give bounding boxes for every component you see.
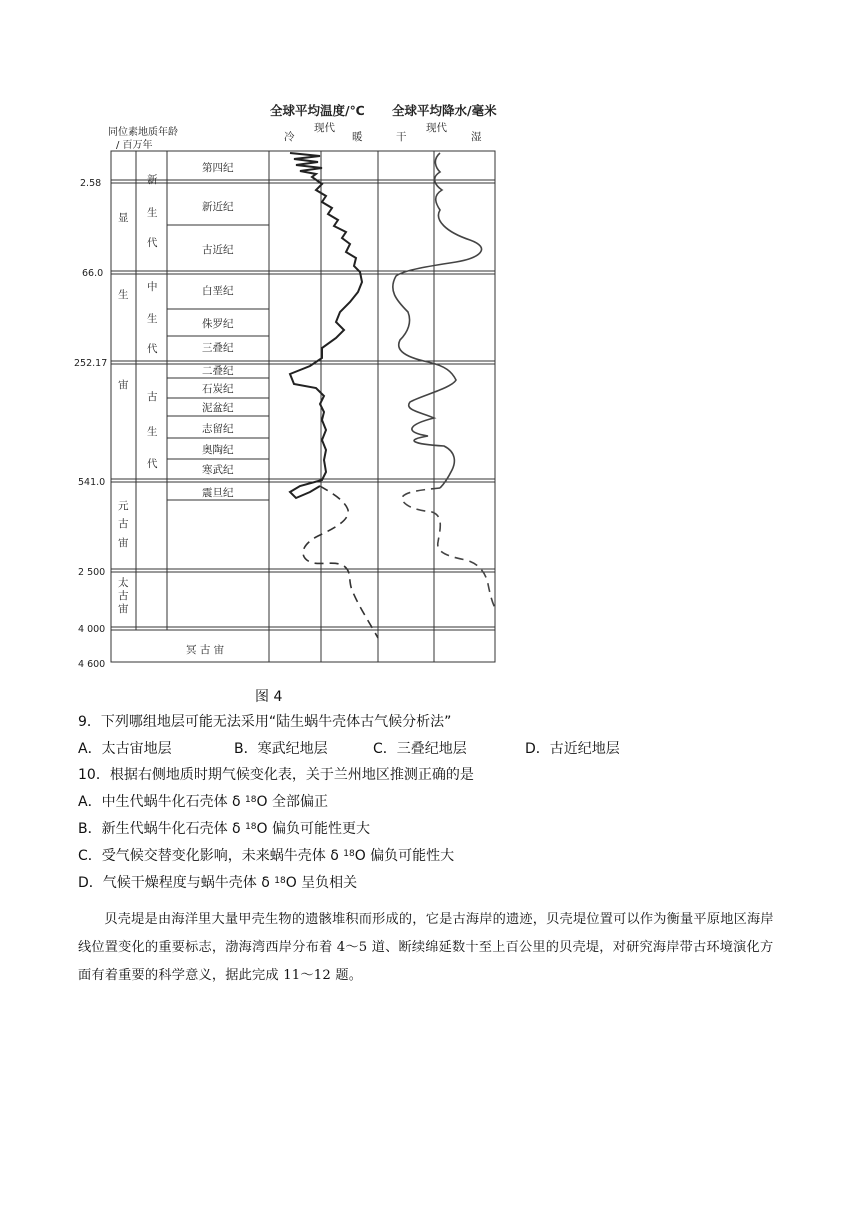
option-text: O 呈负相关: [285, 875, 358, 891]
temp-sub-cold: 冷: [284, 131, 295, 143]
period-label: 新近纪: [202, 201, 234, 213]
period-label: 白垩纪: [202, 285, 234, 297]
eon-phanerozoic-char: 生: [118, 289, 129, 301]
temp-sub-now: 现代: [314, 122, 335, 134]
q10-option-c[interactable]: [78, 846, 454, 866]
eon-hadean: 冥 古 宙: [186, 644, 225, 656]
period-label: 泥盆纪: [202, 402, 234, 414]
age-label: 2 500: [78, 567, 106, 578]
q9-option-b[interactable]: B．寒武纪地层: [234, 741, 328, 757]
q10-option-a[interactable]: [78, 792, 328, 812]
option-text: B．新生代蜗牛化石壳体 δ: [78, 821, 246, 837]
era-paleozoic-char: 古: [147, 391, 158, 403]
era-mesozoic-char: 生: [147, 313, 158, 325]
period-label: 古近纪: [202, 244, 234, 256]
q9-option-c[interactable]: C．三叠纪地层: [373, 741, 467, 757]
era-cenozoic-char: 代: [147, 237, 158, 249]
rain-sub-dry: 干: [396, 131, 407, 143]
superscript: 18: [274, 876, 286, 886]
option-text: O 偏负可能性大: [354, 848, 455, 864]
age-label: 4 000: [78, 624, 106, 635]
period-label: 第四纪: [202, 162, 234, 174]
era-cenozoic-char: 生: [147, 207, 158, 219]
era-paleozoic-char: 代: [147, 458, 158, 470]
superscript: 18: [343, 849, 355, 859]
rain-sub-now: 现代: [426, 122, 447, 134]
q9-option-d[interactable]: D．古近纪地层: [525, 741, 620, 757]
period-label: 侏罗纪: [202, 318, 234, 330]
eon-archean-char: 宙: [118, 603, 129, 615]
superscript: 18: [245, 822, 257, 832]
temperature-curve: [290, 153, 362, 498]
temp-header: 全球平均温度/℃: [270, 103, 365, 118]
q9-option-a[interactable]: A．太古宙地层: [78, 741, 172, 757]
eon-proterozoic-char: 元: [118, 500, 129, 512]
eon-proterozoic-char: 古: [118, 518, 129, 530]
age-axis-label: 同位素地质年龄: [108, 127, 178, 138]
rain-header: 全球平均降水/毫米: [392, 103, 497, 118]
period-label: 奥陶纪: [202, 444, 234, 456]
eon-phanerozoic-char: 显: [118, 212, 129, 224]
option-text: D．气候干燥程度与蜗牛壳体 δ: [78, 875, 275, 891]
figure-caption: 图 4: [255, 689, 283, 705]
period-label: 石炭纪: [202, 383, 234, 395]
age-label: 2.58: [80, 178, 102, 189]
option-text: O 偏负可能性更大: [256, 821, 371, 837]
period-label: 二叠纪: [202, 365, 234, 377]
period-label: 寒武纪: [202, 464, 234, 476]
eon-proterozoic-char: 宙: [118, 537, 129, 549]
question-10-stem: 10．根据右侧地质时期气候变化表，关于兰州地区推测正确的是: [78, 767, 474, 783]
q10-option-b[interactable]: [78, 819, 370, 839]
question-9-stem: 9．下列哪组地层可能无法采用“陆生蜗牛壳体古气候分析法”: [78, 714, 452, 730]
eon-archean-char: 太: [118, 577, 129, 589]
temperature-curve-inferred: [303, 486, 378, 638]
age-label: 4 600: [78, 659, 106, 670]
period-label: 三叠纪: [202, 342, 234, 354]
era-cenozoic-char: 新: [147, 174, 158, 186]
rain-sub-wet: 湿: [471, 131, 482, 143]
precipitation-curve-inferred: [402, 488, 495, 608]
period-label: 震旦纪: [202, 487, 234, 499]
option-text: C．受气候交替变化影响，未来蜗牛壳体 δ: [78, 848, 344, 864]
era-paleozoic-char: 生: [147, 426, 158, 438]
age-label: 252.17: [74, 358, 108, 369]
temp-sub-warm: 暖: [352, 131, 363, 143]
era-mesozoic-char: 中: [147, 281, 158, 293]
q10-option-d[interactable]: [78, 873, 357, 893]
option-text: A．中生代蜗牛化石壳体 δ: [78, 794, 246, 810]
precipitation-curve: [393, 153, 482, 488]
age-label: 541.0: [78, 477, 106, 488]
era-mesozoic-char: 代: [147, 343, 158, 355]
age-axis-unit: / 百万年: [116, 140, 153, 151]
superscript: 18: [245, 795, 257, 805]
passage-shell-ridge: 贝壳堤是由海洋里大量甲壳生物的遗骸堆积而形成的，它是古海岸的遗迹，贝壳堤位置可以作为衡量平原地区海岸线位置变化的重要标志，渤海湾西岸分布着 4～5 道、断续绵延数十至上百公里的贝壳堤，对研究海岸带古环境演化方面有着重要的科学意义，据此完成 11～12 题。: [78, 912, 774, 983]
period-label: 志留纪: [202, 423, 234, 435]
age-label: 66.0: [82, 268, 104, 279]
option-text: O 全部偏正: [256, 794, 328, 810]
eon-archean-char: 古: [118, 590, 129, 602]
eon-phanerozoic-char: 宙: [118, 379, 129, 391]
